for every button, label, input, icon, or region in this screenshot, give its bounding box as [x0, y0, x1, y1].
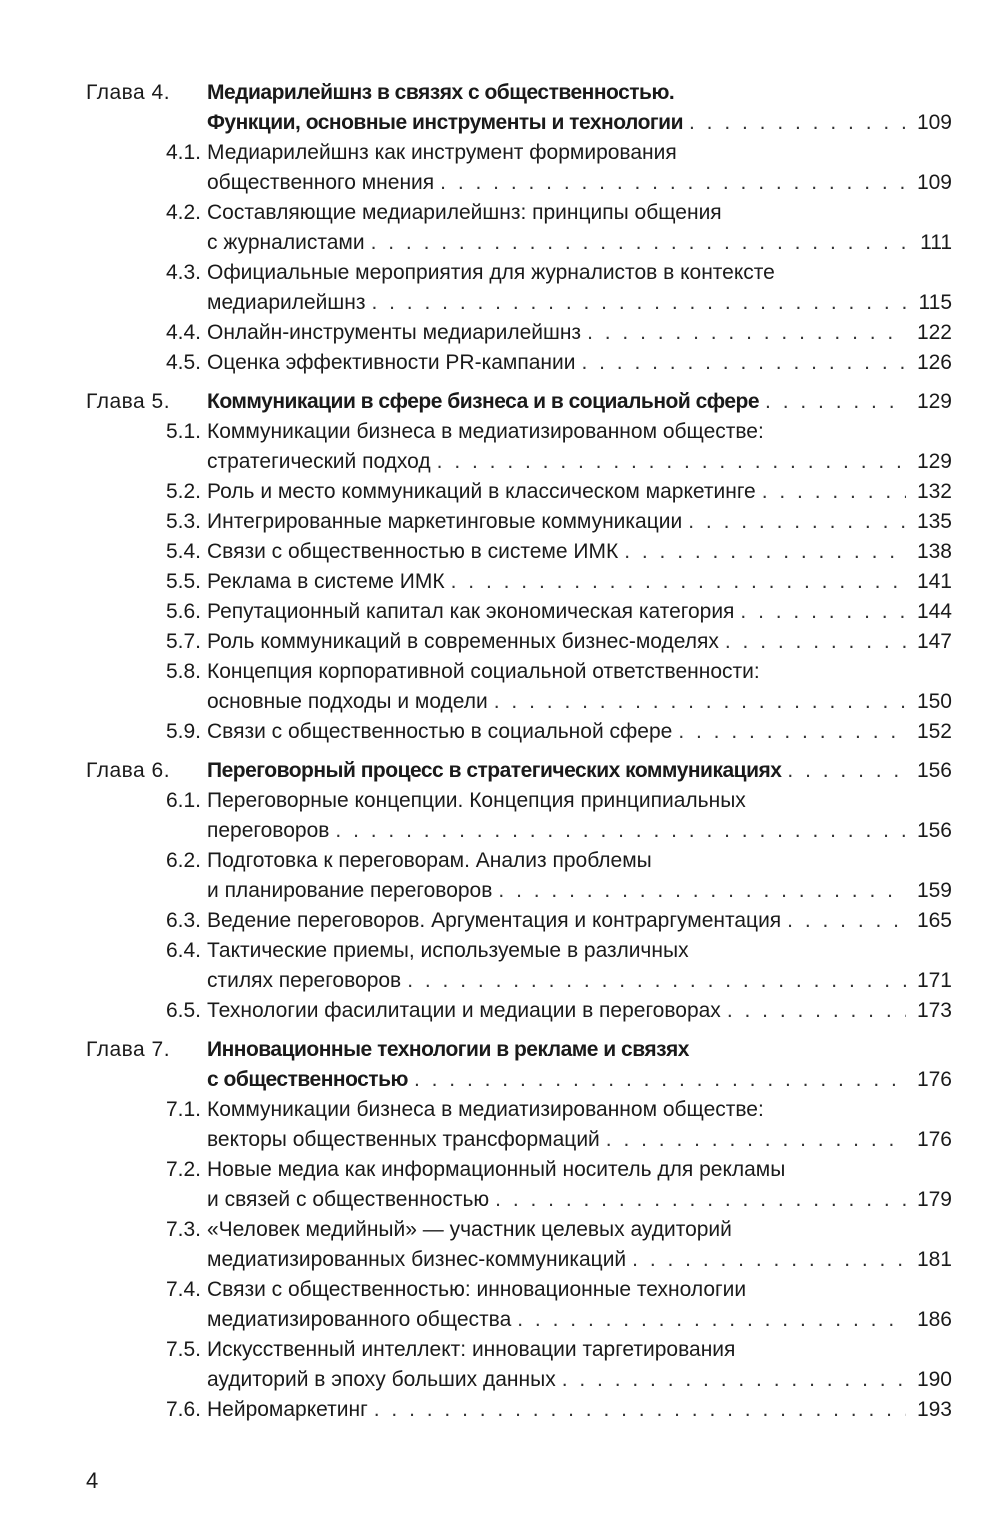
section-entry	[0, 138, 1000, 198]
section-entry-title-line: Переговорные концепции. Концепция принципиальных	[207, 789, 746, 812]
section-entry-title-line: Коммуникации бизнеса в медиатизированном обществе:	[207, 1098, 764, 1121]
section-entry	[0, 537, 1000, 567]
section-entry-title-line: и планирование переговоров	[207, 879, 493, 902]
section-entry-title-line: Концепция корпоративной социальной ответственности:	[207, 660, 760, 683]
section-entry-page: 171	[916, 969, 952, 992]
chapter-heading-page: 109	[916, 111, 952, 134]
leader-dots	[587, 318, 906, 348]
chapter-heading-number: Глава 5.	[86, 390, 171, 413]
section-entry-title-line: медиатизированного общества	[207, 1308, 512, 1331]
section-entry-number: 5.9.	[165, 720, 201, 743]
chapter-heading-number: Глава 6.	[86, 759, 171, 782]
section-entry-title-line: «Человек медийный» — участник целевых аудиторий	[207, 1218, 732, 1241]
section-entry-title-line: Оценка эффективности PR-кампании	[207, 351, 576, 374]
section-entry-number: 4.5.	[165, 351, 201, 374]
section-entry-title-line: Связи с общественностью в социальной сфере	[207, 720, 673, 743]
section-entry-title-line: Подготовка к переговорам. Анализ проблемы	[207, 849, 652, 872]
section-entry-number: 7.5.	[165, 1338, 201, 1361]
section-entry-number: 6.5.	[165, 999, 201, 1022]
section-entry-title-line: основные подходы и модели	[207, 690, 488, 713]
section-entry	[0, 627, 1000, 657]
section-entry	[0, 417, 1000, 477]
section-entry-title-line: Интегрированные маркетинговые коммуникации	[207, 510, 683, 533]
section-entry-page: 150	[916, 690, 952, 713]
section-entry-page: 109	[916, 171, 952, 194]
section-entry-page: 115	[918, 291, 952, 314]
section-entry-page: 173	[916, 999, 952, 1022]
section-entry-page: 186	[916, 1308, 952, 1331]
leader-dots	[498, 876, 906, 906]
leader-dots	[562, 1365, 906, 1395]
leader-dots	[688, 507, 906, 537]
section-entry-page: 135	[916, 510, 952, 533]
chapter-heading-title-line: Инновационные технологии в рекламе и связях	[207, 1038, 689, 1061]
chapter-heading	[0, 756, 1000, 786]
leader-dots	[374, 1395, 906, 1425]
section-entry-page: 193	[916, 1398, 952, 1421]
section-entry-page: 159	[916, 879, 952, 902]
section-entry-title-line: Репутационный капитал как экономическая категория	[207, 600, 735, 623]
leader-dots	[787, 756, 906, 786]
section-entry-number: 7.3.	[165, 1218, 201, 1241]
section-entry-title-line: медиарилейшнз	[207, 291, 366, 314]
chapter-heading-title-line: Переговорный процесс в стратегических коммуникациях	[207, 759, 782, 782]
section-entry-title-line: векторы общественных трансформаций	[207, 1128, 600, 1151]
chapter-block	[0, 387, 1000, 747]
section-entry	[0, 1275, 1000, 1335]
section-entry-number: 7.6.	[165, 1398, 201, 1421]
section-entry-title-line: и связей с общественностью	[207, 1188, 490, 1211]
section-entry-page: 126	[916, 351, 952, 374]
leader-dots	[451, 567, 906, 597]
section-entry-page: 190	[916, 1368, 952, 1391]
section-entry-number: 4.4.	[165, 321, 201, 344]
leader-dots	[371, 228, 906, 258]
section-entry-page: 141	[916, 570, 952, 593]
section-entry-title-line: Составляющие медиарилейшнз: принципы общения	[207, 201, 722, 224]
leader-dots	[440, 168, 906, 198]
section-entry-title-line: Коммуникации бизнеса в медиатизированном обществе:	[207, 420, 764, 443]
chapter-heading	[0, 1035, 1000, 1095]
leader-dots	[740, 597, 906, 627]
leader-dots	[495, 1185, 906, 1215]
section-entry	[0, 507, 1000, 537]
leader-dots	[517, 1305, 906, 1335]
section-entry	[0, 996, 1000, 1026]
section-entry	[0, 477, 1000, 507]
leader-dots	[371, 288, 906, 318]
section-entry	[0, 846, 1000, 906]
section-entry-title-line: с журналистами	[207, 231, 365, 254]
section-entry	[0, 1335, 1000, 1395]
section-entry	[0, 1215, 1000, 1275]
chapter-block	[0, 78, 1000, 378]
section-entry	[0, 1155, 1000, 1215]
chapter-heading-title-line: Медиарилейшнз в связях с общественностью.	[207, 81, 675, 104]
section-entry	[0, 597, 1000, 627]
section-entry-title-line: Роль коммуникаций в современных бизнес-моделях	[207, 630, 719, 653]
section-entry-title-line: аудиторий в эпоху больших данных	[207, 1368, 556, 1391]
section-entry	[0, 258, 1000, 318]
chapter-heading	[0, 78, 1000, 138]
chapter-heading-number: Глава 7.	[86, 1038, 171, 1061]
section-entry-number: 4.3.	[165, 261, 201, 284]
section-entry-title-line: Искусственный интеллект: инновации таргетирования	[207, 1338, 736, 1361]
section-entry-number: 5.1.	[165, 420, 201, 443]
chapter-heading-title-line: Коммуникации в сфере бизнеса и в социальной сфере	[207, 390, 760, 413]
section-entry-title-line: Тактические приемы, используемые в различных	[207, 939, 689, 962]
section-entry-title-line: Реклама в системе ИМК	[207, 570, 445, 593]
section-entry-page: 165	[916, 909, 952, 932]
chapter-block	[0, 756, 1000, 1026]
section-entry-title-line: медиатизированных бизнес-коммуникаций	[207, 1248, 627, 1271]
chapter-heading-page: 129	[916, 390, 952, 413]
section-entry-title-line: Ведение переговоров. Аргументация и контраргументация	[207, 909, 782, 932]
leader-dots	[581, 348, 906, 378]
section-entry	[0, 1095, 1000, 1155]
section-entry	[0, 567, 1000, 597]
chapter-heading	[0, 387, 1000, 417]
section-entry	[0, 318, 1000, 348]
section-entry-number: 5.2.	[165, 480, 201, 503]
chapter-heading-page: 156	[916, 759, 952, 782]
section-entry	[0, 717, 1000, 747]
section-entry-title-line: общественного мнения	[207, 171, 435, 194]
section-entry	[0, 936, 1000, 996]
leader-dots	[632, 1245, 906, 1275]
section-entry-title-line: Связи с общественностью: инновационные технологии	[207, 1278, 747, 1301]
section-entry-page: 122	[916, 321, 952, 344]
section-entry-page: 181	[916, 1248, 952, 1271]
leader-dots	[624, 537, 906, 567]
section-entry-title-line: переговоров	[207, 819, 330, 842]
section-entry-title-line: Роль и место коммуникаций в классическом маркетинге	[207, 480, 756, 503]
section-entry-number: 4.2.	[165, 201, 201, 224]
section-entry-title-line: Технологии фасилитации и медиации в переговорах	[207, 999, 721, 1022]
leader-dots	[689, 108, 906, 138]
leader-dots	[494, 687, 906, 717]
section-entry	[0, 906, 1000, 936]
section-entry-number: 4.1.	[165, 141, 201, 164]
section-entry-number: 6.4.	[165, 939, 201, 962]
leader-dots	[437, 447, 906, 477]
section-entry-number: 7.2.	[165, 1158, 201, 1181]
section-entry-number: 5.6.	[165, 600, 201, 623]
section-entry-page: 129	[916, 450, 952, 473]
leader-dots	[725, 627, 906, 657]
section-entry-number: 6.1.	[165, 789, 201, 812]
section-entry-page: 147	[916, 630, 952, 653]
leader-dots	[727, 996, 906, 1026]
chapter-heading-title-line: с общественностью	[207, 1068, 408, 1091]
section-entry-page: 144	[916, 600, 952, 623]
section-entry	[0, 657, 1000, 717]
section-entry-number: 5.7.	[165, 630, 201, 653]
section-entry-title-line: Официальные мероприятия для журналистов в контексте	[207, 261, 775, 284]
section-entry	[0, 1395, 1000, 1425]
section-entry-title-line: Связи с общественностью в системе ИМК	[207, 540, 619, 563]
chapter-block	[0, 1035, 1000, 1425]
leader-dots	[407, 966, 906, 996]
section-entry-number: 5.3.	[165, 510, 201, 533]
section-entry-page: 132	[916, 480, 952, 503]
chapter-heading-page: 176	[916, 1068, 952, 1091]
section-entry-page: 111	[920, 231, 952, 254]
section-entry-title-line: стилях переговоров	[207, 969, 402, 992]
leader-dots	[762, 477, 906, 507]
leader-dots	[765, 387, 906, 417]
section-entry-number: 6.3.	[165, 909, 201, 932]
section-entry	[0, 348, 1000, 378]
chapter-heading-number: Глава 4.	[86, 81, 171, 104]
table-of-contents	[0, 78, 1000, 1434]
leader-dots	[335, 816, 906, 846]
section-entry-page: 179	[916, 1188, 952, 1211]
section-entry-page: 156	[916, 819, 952, 842]
section-entry-page: 176	[916, 1128, 952, 1151]
section-entry-number: 7.4.	[165, 1278, 201, 1301]
section-entry-title-line: Нейромаркетинг	[207, 1398, 368, 1421]
chapter-heading-title-line: Функции, основные инструменты и технологии	[207, 111, 683, 134]
leader-dots	[678, 717, 906, 747]
section-entry-title-line: Онлайн-инструменты медиарилейшнз	[207, 321, 582, 344]
section-entry-number: 6.2.	[165, 849, 201, 872]
section-entry-number: 7.1.	[165, 1098, 201, 1121]
section-entry-title-line: стратегический подход	[207, 450, 431, 473]
section-entry-title-line: Новые медиа как информационный носитель для рекламы	[207, 1158, 786, 1181]
section-entry-title-line: Медиарилейшнз как инструмент формирования	[207, 141, 677, 164]
section-entry	[0, 786, 1000, 846]
page-number: 4	[86, 1468, 99, 1493]
leader-dots	[606, 1125, 906, 1155]
section-entry	[0, 198, 1000, 258]
leader-dots	[787, 906, 906, 936]
leader-dots	[414, 1065, 906, 1095]
section-entry-number: 5.4.	[165, 540, 201, 563]
section-entry-page: 138	[916, 540, 952, 563]
section-entry-number: 5.8.	[165, 660, 201, 683]
section-entry-page: 152	[916, 720, 952, 743]
section-entry-number: 5.5.	[165, 570, 201, 593]
